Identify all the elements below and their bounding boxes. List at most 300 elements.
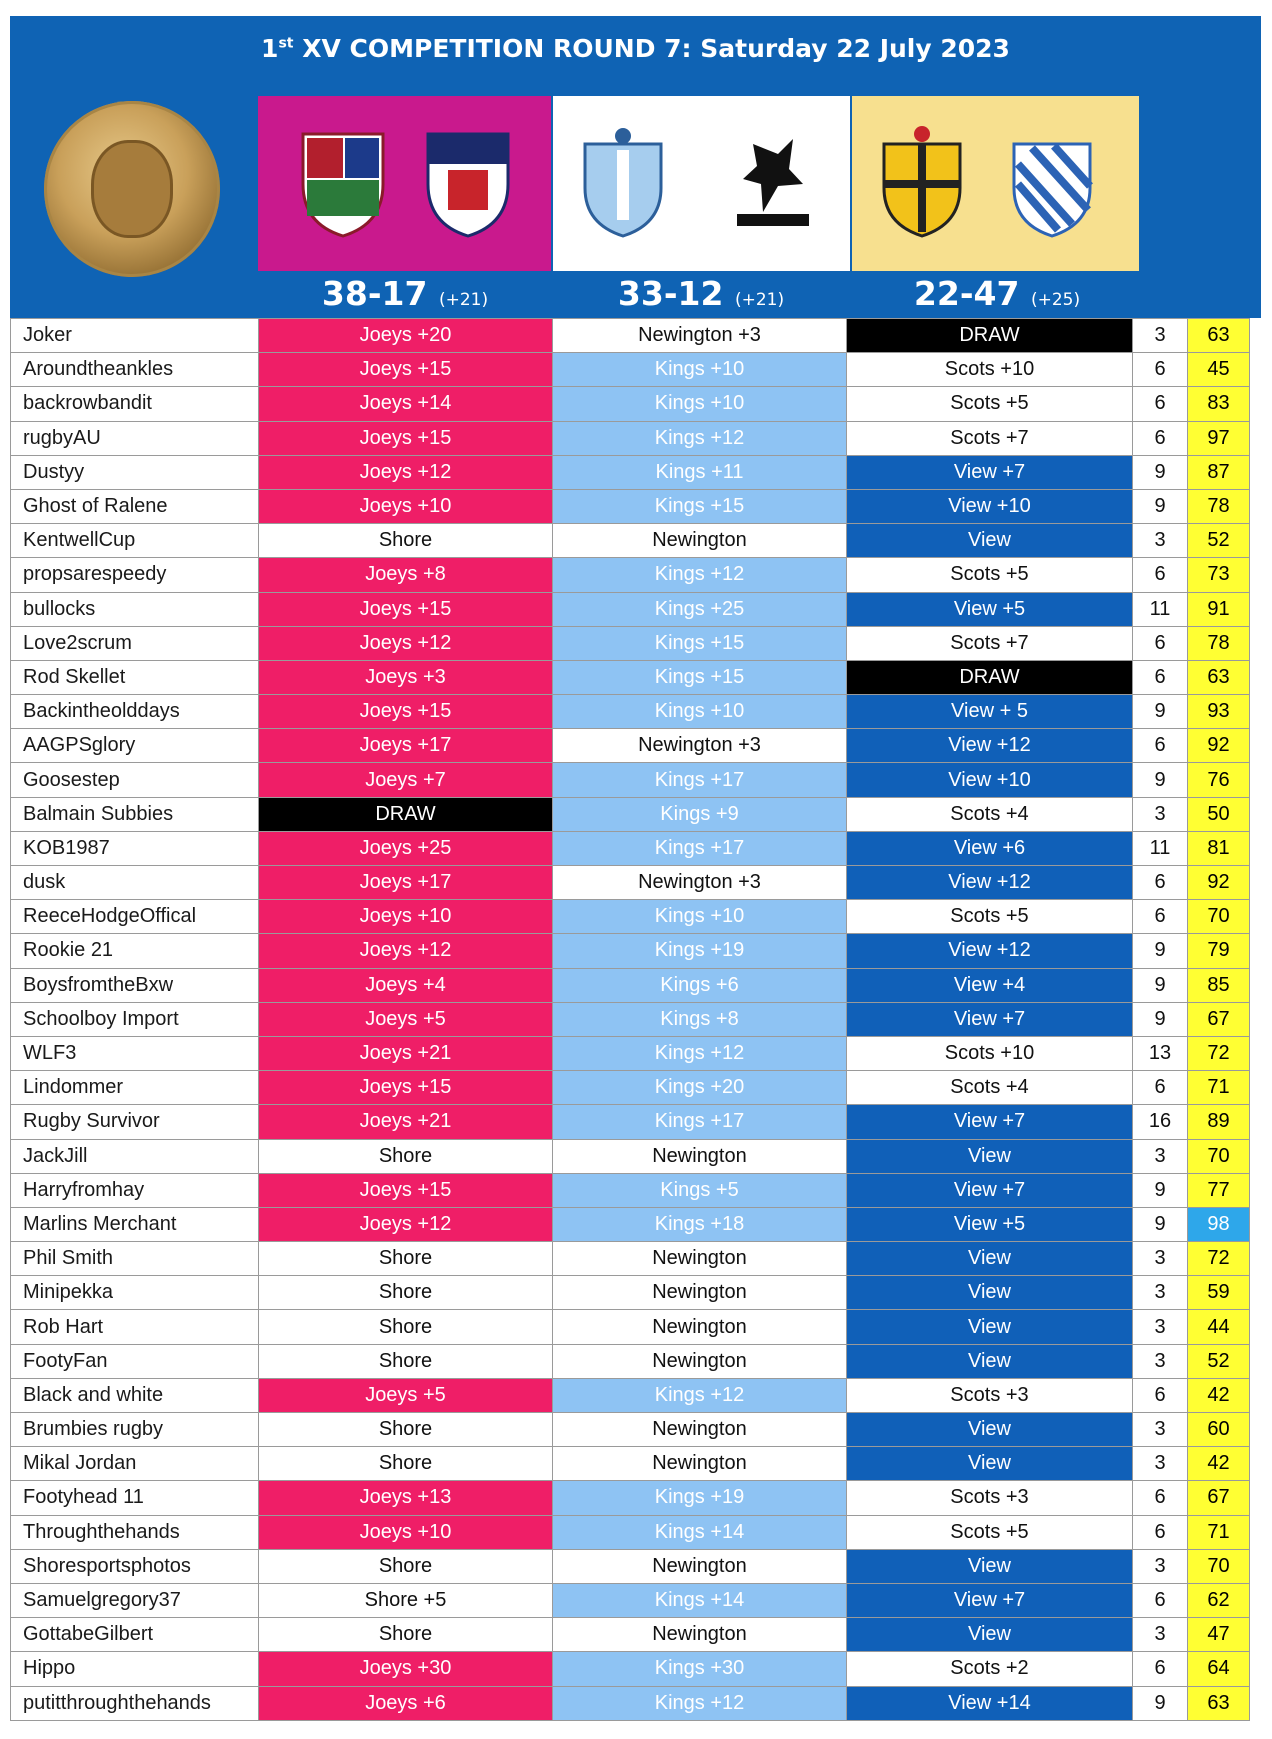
total-points: 81 <box>1188 831 1250 865</box>
tipster-name: Goosestep <box>11 763 259 797</box>
total-points: 93 <box>1188 695 1250 729</box>
game-3-tip: View +4 <box>847 968 1133 1002</box>
tipster-name: Joker <box>11 319 259 353</box>
table-row <box>11 592 1250 626</box>
game-1-tip: Joeys +5 <box>259 1378 553 1412</box>
game-1-tip: Joeys +30 <box>259 1652 553 1686</box>
round-points: 9 <box>1133 695 1188 729</box>
tipster-name: Rookie 21 <box>11 934 259 968</box>
table-row <box>11 1583 1250 1617</box>
game-3-tip: View +5 <box>847 592 1133 626</box>
total-points: 78 <box>1188 489 1250 523</box>
tipping-sheet <box>10 16 1261 1714</box>
game-2-tip: Kings +17 <box>553 763 847 797</box>
game-3-tip: DRAW <box>847 660 1133 694</box>
tipster-name: Balmain Subbies <box>11 797 259 831</box>
tipster-name: BoysfromtheBxw <box>11 968 259 1002</box>
tipster-name: Hippo <box>11 1652 259 1686</box>
total-points: 45 <box>1188 353 1250 387</box>
tipster-name: Aroundtheankles <box>11 353 259 387</box>
game-2-tip: Kings +18 <box>553 1207 847 1241</box>
tipster-name: Throughthehands <box>11 1515 259 1549</box>
game-1-tip: Joeys +25 <box>259 831 553 865</box>
round-points: 3 <box>1133 1242 1188 1276</box>
table-row <box>11 968 1250 1002</box>
game-1-tip: Joeys +10 <box>259 1515 553 1549</box>
game-2-tip: Kings +6 <box>553 968 847 1002</box>
table-row <box>11 1105 1250 1139</box>
game-2-tip: Kings +19 <box>553 1481 847 1515</box>
total-points: 59 <box>1188 1276 1250 1310</box>
game-1-tip: Joeys +15 <box>259 1071 553 1105</box>
game-2-tip: Kings +11 <box>553 455 847 489</box>
tipster-name: Shoresportsphotos <box>11 1549 259 1583</box>
game-1-tip: Joeys +7 <box>259 763 553 797</box>
shore-crest-icon <box>418 124 518 240</box>
game-3-tip: Scots +7 <box>847 626 1133 660</box>
scots-crest-icon <box>872 124 972 240</box>
game-2-tip: Newington <box>553 1310 847 1344</box>
round-points: 9 <box>1133 1173 1188 1207</box>
game-2-tip: Kings +5 <box>553 1173 847 1207</box>
game-1-tip: DRAW <box>259 797 553 831</box>
game-1-tip: Joeys +15 <box>259 695 553 729</box>
round-points: 11 <box>1133 592 1188 626</box>
game-3-tip: Scots +7 <box>847 421 1133 455</box>
game-1-tip: Joeys +12 <box>259 455 553 489</box>
tips-table <box>10 318 1250 1721</box>
total-points: 42 <box>1188 1378 1250 1412</box>
table-row <box>11 1549 1250 1583</box>
game-2-tip: Newington +3 <box>553 319 847 353</box>
tipster-name: Marlins Merchant <box>11 1207 259 1241</box>
game-1-tip: Joeys +10 <box>259 489 553 523</box>
game-1-tip: Joeys +13 <box>259 1481 553 1515</box>
round-points: 9 <box>1133 455 1188 489</box>
game-1-tip: Joeys +21 <box>259 1036 553 1070</box>
game-1-score: 38-17 (+21) <box>321 274 489 313</box>
round-points: 6 <box>1133 626 1188 660</box>
total-points: 92 <box>1188 729 1250 763</box>
game-3-score: 22-47 (+25) <box>913 274 1081 313</box>
game-1-tip: Joeys +14 <box>259 387 553 421</box>
game-1-tip: Shore <box>259 1549 553 1583</box>
round-points: 11 <box>1133 831 1188 865</box>
table-row <box>11 900 1250 934</box>
round-points: 6 <box>1133 900 1188 934</box>
total-points: 70 <box>1188 900 1250 934</box>
round-points: 6 <box>1133 1378 1188 1412</box>
tipster-name: Rod Skellet <box>11 660 259 694</box>
table-row <box>11 831 1250 865</box>
tipster-name: rugbyAU <box>11 421 259 455</box>
total-points: 85 <box>1188 968 1250 1002</box>
total-points: 67 <box>1188 1481 1250 1515</box>
total-points: 47 <box>1188 1618 1250 1652</box>
table-row <box>11 1652 1250 1686</box>
table-row <box>11 866 1250 900</box>
tipster-name: Phil Smith <box>11 1242 259 1276</box>
game-2-tip: Newington <box>553 1447 847 1481</box>
game-3-tip: View +7 <box>847 1173 1133 1207</box>
round-points: 9 <box>1133 763 1188 797</box>
game-2-tip: Kings +15 <box>553 626 847 660</box>
game-3-tip: View <box>847 1139 1133 1173</box>
game-3-tip: View +10 <box>847 489 1133 523</box>
round-points: 9 <box>1133 934 1188 968</box>
tipster-name: KOB1987 <box>11 831 259 865</box>
game-1-tip: Joeys +15 <box>259 1173 553 1207</box>
round-points: 6 <box>1133 421 1188 455</box>
game-1-tip: Joeys +12 <box>259 934 553 968</box>
round-points: 3 <box>1133 797 1188 831</box>
round-points: 3 <box>1133 1413 1188 1447</box>
total-points: 71 <box>1188 1515 1250 1549</box>
game-2-tip: Kings +12 <box>553 558 847 592</box>
tipster-name: Ghost of Ralene <box>11 489 259 523</box>
game-3-tip: Scots +3 <box>847 1378 1133 1412</box>
game-1-tip: Shore <box>259 1310 553 1344</box>
game-2-tip: Newington <box>553 1344 847 1378</box>
total-points: 64 <box>1188 1652 1250 1686</box>
total-points: 91 <box>1188 592 1250 626</box>
game-2-tip: Kings +14 <box>553 1515 847 1549</box>
total-points: 63 <box>1188 319 1250 353</box>
table-row <box>11 1242 1250 1276</box>
game-2-tip: Newington <box>553 1242 847 1276</box>
game-3-tip: View <box>847 1242 1133 1276</box>
game-2-tip: Kings +10 <box>553 900 847 934</box>
round-points: 3 <box>1133 1139 1188 1173</box>
total-points: 52 <box>1188 1344 1250 1378</box>
game-2-tip: Newington <box>553 1413 847 1447</box>
game-3-tip: View <box>847 1276 1133 1310</box>
table-row <box>11 1413 1250 1447</box>
table-row <box>11 1310 1250 1344</box>
game-1-tip: Shore <box>259 1344 553 1378</box>
total-points: 76 <box>1188 763 1250 797</box>
tipster-name: Backintheolddays <box>11 695 259 729</box>
table-row <box>11 1036 1250 1070</box>
table-row <box>11 1686 1250 1720</box>
round-points: 9 <box>1133 968 1188 1002</box>
tipster-name: ReeceHodgeOffical <box>11 900 259 934</box>
tipster-name: Lindommer <box>11 1071 259 1105</box>
round-points: 9 <box>1133 1002 1188 1036</box>
table-row <box>11 353 1250 387</box>
game-2-tip: Kings +8 <box>553 1002 847 1036</box>
game-3-logos <box>852 96 1139 271</box>
total-points: 89 <box>1188 1105 1250 1139</box>
game-2-tip: Newington <box>553 1139 847 1173</box>
round-points: 9 <box>1133 1686 1188 1720</box>
round-points: 6 <box>1133 1515 1188 1549</box>
game-3-tip: Scots +5 <box>847 1515 1133 1549</box>
game-1-tip: Joeys +12 <box>259 1207 553 1241</box>
game-2-tip: Kings +25 <box>553 592 847 626</box>
table-row <box>11 558 1250 592</box>
total-points: 62 <box>1188 1583 1250 1617</box>
table-row <box>11 729 1250 763</box>
table-row <box>11 695 1250 729</box>
game-1-tip: Joeys +17 <box>259 866 553 900</box>
tipster-name: Schoolboy Import <box>11 1002 259 1036</box>
game-2-tip: Kings +9 <box>553 797 847 831</box>
table-row <box>11 319 1250 353</box>
game-3-tip: View +14 <box>847 1686 1133 1720</box>
tipster-name: AAGPSglory <box>11 729 259 763</box>
round-points: 3 <box>1133 1344 1188 1378</box>
game-3-tip: View +7 <box>847 1105 1133 1139</box>
table-row <box>11 387 1250 421</box>
tipster-name: KentwellCup <box>11 524 259 558</box>
table-row <box>11 489 1250 523</box>
table-row <box>11 1071 1250 1105</box>
table-row <box>11 660 1250 694</box>
game-3-tip: Scots +10 <box>847 1036 1133 1070</box>
total-points: 98 <box>1188 1207 1250 1241</box>
game-3-tip: View <box>847 1310 1133 1344</box>
tipster-name: Love2scrum <box>11 626 259 660</box>
round-points: 6 <box>1133 387 1188 421</box>
total-points: 83 <box>1188 387 1250 421</box>
game-1-tip: Shore <box>259 1242 553 1276</box>
game-1-tip: Shore <box>259 1276 553 1310</box>
total-points: 67 <box>1188 1002 1250 1036</box>
game-2-tip: Kings +20 <box>553 1071 847 1105</box>
tipster-name: backrowbandit <box>11 387 259 421</box>
tipster-name: JackJill <box>11 1139 259 1173</box>
game-2-tip: Kings +15 <box>553 660 847 694</box>
total-points: 87 <box>1188 455 1250 489</box>
total-points: 63 <box>1188 1686 1250 1720</box>
game-3-tip: View +7 <box>847 455 1133 489</box>
round-points: 6 <box>1133 729 1188 763</box>
round-points: 3 <box>1133 319 1188 353</box>
game-3-tip: View +12 <box>847 729 1133 763</box>
round-points: 6 <box>1133 1583 1188 1617</box>
game-2-tip: Kings +17 <box>553 831 847 865</box>
tipster-name: Dustyy <box>11 455 259 489</box>
round-points: 6 <box>1133 1481 1188 1515</box>
table-row <box>11 1344 1250 1378</box>
game-2-tip: Newington <box>553 1549 847 1583</box>
tipster-name: Rugby Survivor <box>11 1105 259 1139</box>
joeys-crest-icon <box>293 124 393 240</box>
round-points: 3 <box>1133 1447 1188 1481</box>
total-points: 44 <box>1188 1310 1250 1344</box>
total-points: 70 <box>1188 1549 1250 1583</box>
game-1-tip: Joeys +4 <box>259 968 553 1002</box>
game-1-tip: Joeys +5 <box>259 1002 553 1036</box>
total-points: 97 <box>1188 421 1250 455</box>
tipster-name: Rob Hart <box>11 1310 259 1344</box>
tipster-name: Minipekka <box>11 1276 259 1310</box>
game-1-tip: Shore <box>259 1413 553 1447</box>
round-points: 6 <box>1133 353 1188 387</box>
game-1-tip: Joeys +8 <box>259 558 553 592</box>
total-points: 79 <box>1188 934 1250 968</box>
table-row <box>11 1447 1250 1481</box>
total-points: 70 <box>1188 1139 1250 1173</box>
game-1-tip: Shore <box>259 1447 553 1481</box>
game-2-tip: Newington +3 <box>553 866 847 900</box>
game-1-tip: Shore +5 <box>259 1583 553 1617</box>
kings-crest-icon <box>573 124 673 240</box>
page-title: 1st XV COMPETITION ROUND 7: Saturday 22 July 2023 <box>261 34 1010 63</box>
round-points: 3 <box>1133 524 1188 558</box>
association-seal-logo <box>44 101 220 277</box>
game-1-logos <box>258 96 551 271</box>
riverview-crest-icon <box>1002 124 1102 240</box>
round-points: 3 <box>1133 1618 1188 1652</box>
game-1-tip: Shore <box>259 1139 553 1173</box>
game-2-tip: Newington <box>553 1618 847 1652</box>
game-3-tip: View +10 <box>847 763 1133 797</box>
total-points: 72 <box>1188 1036 1250 1070</box>
tipster-name: dusk <box>11 866 259 900</box>
total-points: 77 <box>1188 1173 1250 1207</box>
game-1-tip: Joeys +12 <box>259 626 553 660</box>
game-1-tip: Joeys +20 <box>259 319 553 353</box>
total-points: 60 <box>1188 1413 1250 1447</box>
total-points: 73 <box>1188 558 1250 592</box>
game-1-tip: Shore <box>259 524 553 558</box>
round-points: 6 <box>1133 1071 1188 1105</box>
tipster-name: bullocks <box>11 592 259 626</box>
table-row <box>11 934 1250 968</box>
tipster-name: propsarespeedy <box>11 558 259 592</box>
game-2-tip: Newington <box>553 524 847 558</box>
game-2-tip: Kings +10 <box>553 387 847 421</box>
tipster-name: putitthroughthehands <box>11 1686 259 1720</box>
tipster-name: WLF3 <box>11 1036 259 1070</box>
game-3-tip: DRAW <box>847 319 1133 353</box>
game-3-tip: Scots +3 <box>847 1481 1133 1515</box>
total-points: 52 <box>1188 524 1250 558</box>
table-row <box>11 1002 1250 1036</box>
tipster-name: FootyFan <box>11 1344 259 1378</box>
seal-face-icon <box>94 143 170 235</box>
table-row <box>11 455 1250 489</box>
game-3-tip: View +12 <box>847 934 1133 968</box>
round-points: 6 <box>1133 1652 1188 1686</box>
table-row <box>11 1139 1250 1173</box>
tipster-name: GottabeGilbert <box>11 1618 259 1652</box>
table-row <box>11 1378 1250 1412</box>
game-2-tip: Newington +3 <box>553 729 847 763</box>
tipster-name: Mikal Jordan <box>11 1447 259 1481</box>
game-3-tip: Scots +10 <box>847 353 1133 387</box>
game-2-tip: Kings +17 <box>553 1105 847 1139</box>
game-2-tip: Kings +14 <box>553 1583 847 1617</box>
game-2-logos <box>553 96 850 271</box>
round-points: 6 <box>1133 866 1188 900</box>
game-2-tip: Kings +10 <box>553 353 847 387</box>
game-2-tip: Kings +10 <box>553 695 847 729</box>
game-1-tip: Joeys +15 <box>259 353 553 387</box>
game-2-tip: Kings +12 <box>553 1036 847 1070</box>
newington-griffin-icon <box>723 124 823 240</box>
game-1-tip: Joeys +15 <box>259 421 553 455</box>
table-row <box>11 797 1250 831</box>
table-row <box>11 524 1250 558</box>
game-1-tip: Joeys +6 <box>259 1686 553 1720</box>
game-1-tip: Joeys +15 <box>259 592 553 626</box>
round-points: 3 <box>1133 1310 1188 1344</box>
round-points: 6 <box>1133 660 1188 694</box>
round-points: 9 <box>1133 1207 1188 1241</box>
game-2-tip: Kings +12 <box>553 1378 847 1412</box>
tipster-name: Footyhead 11 <box>11 1481 259 1515</box>
game-3-tip: View <box>847 1413 1133 1447</box>
game-1-tip: Joeys +3 <box>259 660 553 694</box>
game-3-tip: View +12 <box>847 866 1133 900</box>
game-2-tip: Kings +15 <box>553 489 847 523</box>
game-3-tip: View <box>847 1549 1133 1583</box>
game-3-tip: View + 5 <box>847 695 1133 729</box>
table-row <box>11 1207 1250 1241</box>
game-3-tip: View +6 <box>847 831 1133 865</box>
game-1-tip: Joeys +10 <box>259 900 553 934</box>
tipster-name: Brumbies rugby <box>11 1413 259 1447</box>
game-3-tip: View <box>847 524 1133 558</box>
game-3-tip: Scots +5 <box>847 558 1133 592</box>
tipster-name: Black and white <box>11 1378 259 1412</box>
game-2-tip: Kings +19 <box>553 934 847 968</box>
table-row <box>11 1481 1250 1515</box>
table-row <box>11 421 1250 455</box>
total-points: 92 <box>1188 866 1250 900</box>
total-points: 72 <box>1188 1242 1250 1276</box>
total-points: 63 <box>1188 660 1250 694</box>
round-points: 16 <box>1133 1105 1188 1139</box>
table-row <box>11 1276 1250 1310</box>
total-points: 42 <box>1188 1447 1250 1481</box>
game-3-tip: Scots +5 <box>847 900 1133 934</box>
tipster-name: Harryfromhay <box>11 1173 259 1207</box>
game-3-tip: View +7 <box>847 1002 1133 1036</box>
game-3-tip: Scots +4 <box>847 1071 1133 1105</box>
game-3-tip: View <box>847 1618 1133 1652</box>
game-1-tip: Joeys +21 <box>259 1105 553 1139</box>
round-points: 6 <box>1133 558 1188 592</box>
game-3-tip: View +7 <box>847 1583 1133 1617</box>
table-row <box>11 1618 1250 1652</box>
game-2-tip: Newington <box>553 1276 847 1310</box>
game-2-tip: Kings +12 <box>553 1686 847 1720</box>
game-3-tip: View <box>847 1447 1133 1481</box>
table-row <box>11 626 1250 660</box>
round-points: 3 <box>1133 1276 1188 1310</box>
game-3-tip: View +5 <box>847 1207 1133 1241</box>
table-row <box>11 1173 1250 1207</box>
game-3-tip: Scots +5 <box>847 387 1133 421</box>
round-points: 3 <box>1133 1549 1188 1583</box>
table-row <box>11 1515 1250 1549</box>
total-points: 71 <box>1188 1071 1250 1105</box>
game-2-tip: Kings +30 <box>553 1652 847 1686</box>
header-banner <box>10 16 1261 318</box>
total-points: 50 <box>1188 797 1250 831</box>
game-3-tip: Scots +4 <box>847 797 1133 831</box>
game-2-tip: Kings +12 <box>553 421 847 455</box>
tipster-name: Samuelgregory37 <box>11 1583 259 1617</box>
game-3-tip: Scots +2 <box>847 1652 1133 1686</box>
round-points: 13 <box>1133 1036 1188 1070</box>
game-2-score: 33-12 (+21) <box>617 274 785 313</box>
round-points: 9 <box>1133 489 1188 523</box>
